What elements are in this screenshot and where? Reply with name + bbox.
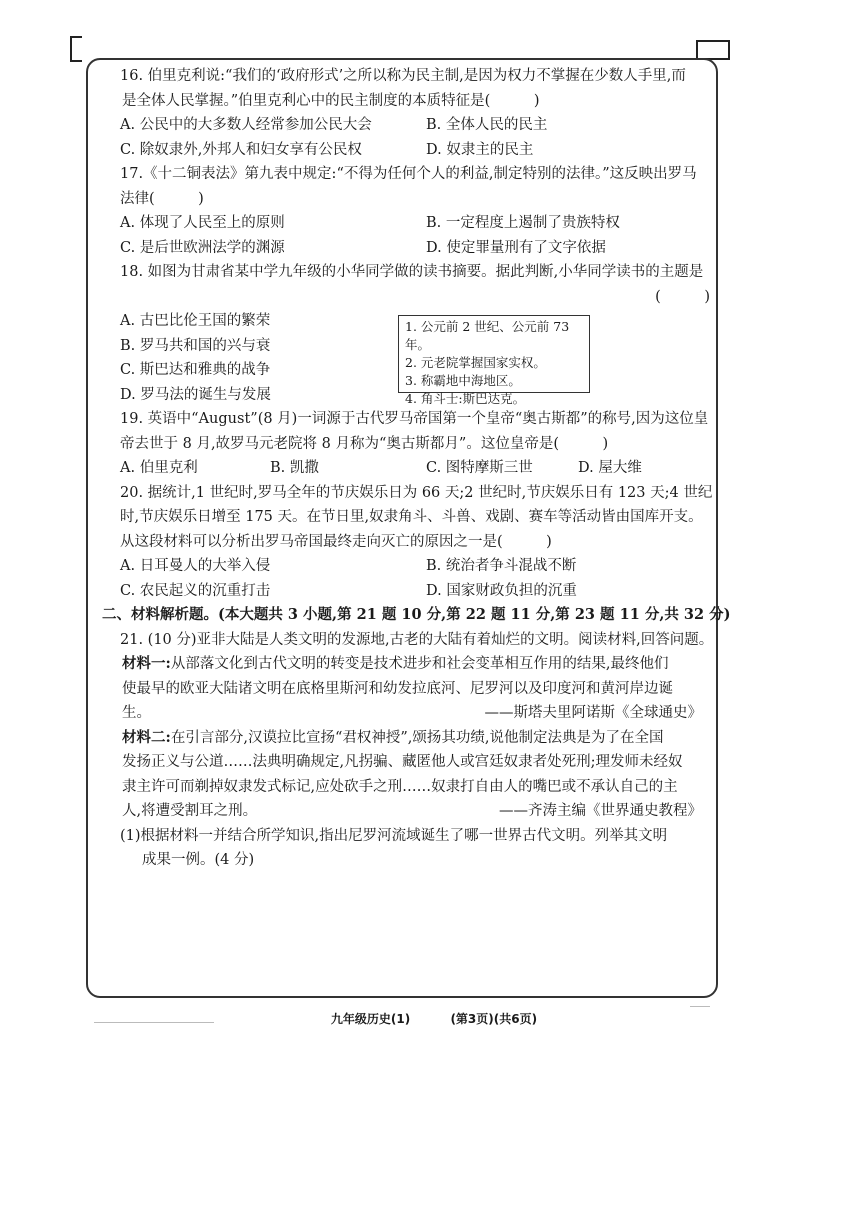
material-source: ——齐涛主编《世界通史教程》 xyxy=(499,803,702,819)
reading-notes-box xyxy=(398,315,590,406)
option-row xyxy=(120,236,710,261)
material-text: 使最早的欧亚大陆诸文明在底格里斯河和幼发拉底河、尼罗河以及印度河和黄河岸边诞 xyxy=(122,680,673,697)
option-row xyxy=(120,113,710,138)
question-text: 21. (10 分)亚非大陆是人类文明的发源地,古老的大陆有着灿烂的文明。阅读材料,回答问题。 xyxy=(120,631,714,648)
question-text: 19. 英语中“August”(8 月)一词源于古代罗马帝国第一个皇帝“奥古斯都”的称号,因为这位皇 xyxy=(120,411,709,427)
option-a: A. 日耳曼人的大举入侵 xyxy=(120,558,271,574)
page-footer xyxy=(0,1010,868,1027)
option-b: B. 全体人民的民主 xyxy=(426,117,548,133)
option-b: B. 统治者争斗混战不断 xyxy=(426,558,577,574)
option-c: C. 图特摩斯三世 xyxy=(426,460,533,476)
option-a: A. 体现了人民至上的原则 xyxy=(120,215,285,231)
question-19 xyxy=(120,407,710,481)
page-corner-mark-right xyxy=(696,40,730,60)
question-17 xyxy=(120,162,710,260)
footer-page-number: (第3页)(共6页) xyxy=(450,1012,538,1026)
question-16 xyxy=(120,64,710,162)
sub-question-1-cont: 成果一例。(4 分) xyxy=(142,852,255,868)
option-c: C. 是后世欧洲法学的渊源 xyxy=(120,239,285,256)
material-text: 发扬正义与公道……法典明确规定,凡拐骗、藏匿他人或宫廷奴隶者处死刑;理发师未经奴 xyxy=(122,754,683,770)
option-row xyxy=(120,211,710,236)
material-source: ——斯塔夫里阿诺斯《全球通史》 xyxy=(484,705,702,721)
sub-question-1: (1)根据材料一并结合所学知识,指出尼罗河流域诞生了哪一世界古代文明。列举其文明 xyxy=(120,827,668,844)
question-text: 法律( ) xyxy=(120,190,204,207)
material-label: 材料二: xyxy=(122,728,171,746)
question-text: 20. 据统计,1 世纪时,罗马全年的节庆娱乐日为 66 天;2 世纪时,节庆娱乐日有 123 天;4 世纪 xyxy=(120,484,713,501)
question-text: 17.《十二铜表法》第九表中规定:“不得为任何个人的利益,制定特别的法律。”这反映出罗马 xyxy=(120,166,697,182)
material-last-line xyxy=(120,701,710,726)
exam-content xyxy=(102,64,731,873)
material-label: 材料一: xyxy=(122,655,171,672)
material-two xyxy=(120,726,710,751)
page-corner-mark-left xyxy=(70,36,82,62)
question-text: 是全体人民掌握。”伯里克利心中的民主制度的本质特征是( ) xyxy=(122,92,540,109)
note-line: 2. 元老院掌握国家实权。 xyxy=(405,355,546,370)
question-20 xyxy=(120,481,713,604)
material-text: 从部落文化到古代文明的转变是技术进步和社会变革相互作用的结果,最终他们 xyxy=(170,656,669,672)
option-a: A. 古巴比伦王国的繁荣 xyxy=(120,313,271,329)
question-text: 18. 如图为甘肃省某中学九年级的小华同学做的读书摘要。据此判断,小华同学读书的主题是 xyxy=(120,264,704,280)
option-d: D. 罗马法的诞生与发展 xyxy=(120,386,271,403)
option-b: B. 罗马共和国的兴与衰 xyxy=(120,337,271,354)
material-last-line xyxy=(120,799,710,824)
question-text: 时,节庆娱乐日增至 175 天。在节日里,奴隶角斗、斗兽、戏剧、赛车等活动皆由国库开支。 xyxy=(120,509,703,525)
material-one xyxy=(120,652,710,677)
question-18-body xyxy=(120,309,710,407)
option-row xyxy=(120,554,710,579)
option-d: D. 屋大维 xyxy=(578,460,642,476)
option-row xyxy=(120,456,710,481)
material-text: 在引言部分,汉谟拉比宣扬“君权神授”,颂扬其功绩,说他制定法典是为了在全国 xyxy=(170,729,664,746)
question-text: 16. 伯里克利说:“我们的‘政府形式’之所以称为民主制,是因为权力不掌握在少数人手里,而 xyxy=(120,68,686,84)
section-heading: 二、材料解析题。(本大题共 3 小题,第 21 题 10 分,第 22 题 11 分,第 23 题 11 分,共 32 分) xyxy=(102,606,731,623)
option-a: A. 伯里克利 xyxy=(120,460,198,476)
scan-artifact xyxy=(690,1006,710,1007)
option-row xyxy=(120,579,710,604)
option-d: D. 奴隶主的民主 xyxy=(426,141,534,158)
option-c: C. 除奴隶外,外邦人和妇女享有公民权 xyxy=(120,141,362,158)
question-text: 帝去世于 8 月,故罗马元老院将 8 月称为“奥古斯都月”。这位皇帝是( ) xyxy=(120,435,609,452)
footer-subject: 九年级历史(1) xyxy=(330,1012,411,1026)
scan-artifact xyxy=(94,1022,214,1023)
option-a: A. 公民中的大多数人经常参加公民大会 xyxy=(120,117,372,133)
note-line: 1. 公元前 2 世纪、公元前 73 年。 xyxy=(405,319,570,352)
option-list xyxy=(120,309,271,407)
question-18 xyxy=(120,260,710,407)
material-text: 人,将遭受割耳之刑。 xyxy=(122,803,258,819)
option-b: B. 一定程度上遏制了贵族特权 xyxy=(426,215,620,231)
note-line: 4. 角斗士:斯巴达克。 xyxy=(405,391,526,406)
material-text: 隶主许可而剃掉奴隶发式标记,应处砍手之刑……奴隶打自由人的嘴巴或不承认自己的主 xyxy=(122,778,678,795)
option-d: D. 使定罪量刑有了文字依据 xyxy=(426,239,606,256)
question-21 xyxy=(120,628,714,873)
question-text: 从这段材料可以分析出罗马帝国最终走向灭亡的原因之一是( ) xyxy=(120,533,552,550)
answer-paren: ( ) xyxy=(655,288,710,305)
note-line: 3. 称霸地中海地区。 xyxy=(405,373,521,388)
material-text: 生。 xyxy=(122,705,151,721)
option-d: D. 国家财政负担的沉重 xyxy=(426,582,577,599)
option-c: C. 斯巴达和雅典的战争 xyxy=(120,362,271,378)
option-c: C. 农民起义的沉重打击 xyxy=(120,582,271,599)
option-b: B. 凯撒 xyxy=(270,460,319,476)
option-row xyxy=(120,138,710,163)
